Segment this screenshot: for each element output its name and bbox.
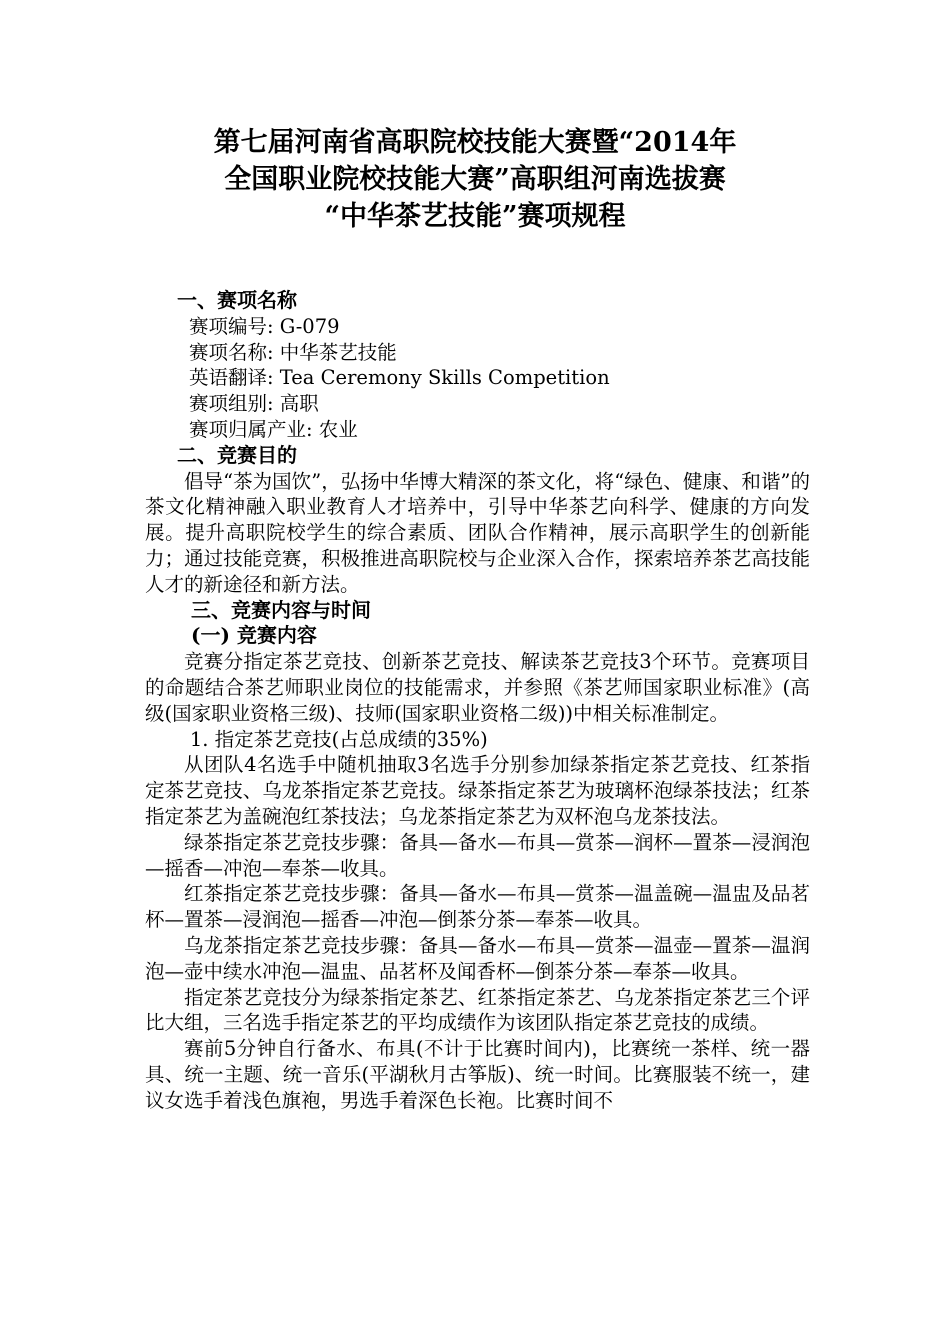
title-line-2: 全国职业院校技能大赛”高职组河南选拔赛 bbox=[224, 164, 726, 195]
document-title bbox=[145, 124, 805, 235]
info-item-code: 赛项编号: G-079 bbox=[189, 314, 340, 338]
paragraph-black-tea-steps: 红茶指定茶艺竞技步骤：备具—备水—布具—赏茶—温盖碗—温盅及品茗杯—置茶—浸润泡—摇香—冲泡—倒茶分茶—奉茶—收具。 bbox=[145, 882, 810, 932]
title-line-1: 第七届河南省高职院校技能大赛暨“2014年 bbox=[213, 127, 737, 158]
section-heading-competition-name: 一、赛项名称 bbox=[177, 288, 297, 312]
list-item-designated-tea-art: 1. 指定茶艺竞技(占总成绩的35%) bbox=[189, 727, 488, 751]
paragraph-designated-scoring: 指定茶艺竞技分为绿茶指定茶艺、红茶指定茶艺、乌龙茶指定茶艺三个评比大组，三名选手指定茶艺的平均成绩作为该团队指定茶艺竞技的成绩。 bbox=[145, 985, 810, 1035]
info-item-name: 赛项名称: 中华茶艺技能 bbox=[189, 340, 397, 364]
info-item-industry: 赛项归属产业: 农业 bbox=[189, 417, 358, 441]
paragraph-designated-selection: 从团队4名选手中随机抽取3名选手分别参加绿茶指定茶艺竞技、红茶指定茶艺竞技、乌龙茶指定茶艺竞技。绿茶指定茶艺为玻璃杯泡绿茶技法；红茶指定茶艺为盖碗泡红茶技法；乌龙茶指定茶艺为双杯泡乌龙茶技法。 bbox=[145, 753, 810, 828]
section-heading-content-time: 三、竞赛内容与时间 bbox=[191, 597, 371, 622]
info-item-english: 英语翻译: Tea Ceremony Skills Competition bbox=[189, 366, 610, 390]
title-line-3: “中华茶艺技能”赛项规程 bbox=[324, 201, 626, 232]
subsection-heading-content: (一) 竞赛内容 bbox=[191, 623, 317, 648]
paragraph-green-tea-steps: 绿茶指定茶艺竞技步骤：备具—备水—布具—赏茶—润杯—置茶—浸润泡—摇香—冲泡—奉茶—收具。 bbox=[145, 830, 810, 880]
info-item-group: 赛项组别: 高职 bbox=[189, 392, 319, 416]
paragraph-content-overview: 竞赛分指定茶艺竞技、创新茶艺竞技、解读茶艺竞技3个环节。竞赛项目的命题结合茶艺师职业岗位的技能需求，并参照《茶艺师国家职业标准》(高级(国家职业资格三级)、技师(国家职业资格二级))中相关标准制定。 bbox=[145, 650, 810, 725]
paragraph-oolong-tea-steps: 乌龙茶指定茶艺竞技步骤：备具—备水—布具—赏茶—温壶—置茶—温润泡—壶中续水冲泡—温盅、品茗杯及闻香杯—倒茶分茶—奉茶—收具。 bbox=[145, 933, 810, 983]
document-body bbox=[145, 288, 810, 1114]
section-heading-purpose: 二、竞赛目的 bbox=[177, 442, 297, 467]
paragraph-purpose: 倡导“茶为国饮”，弘扬中华博大精深的茶文化，将“绿色、健康、和谐”的茶文化精神融入职业教育人才培养中，引导中华茶艺向科学、健康的方向发展。提升高职院校学生的综合素质、团队合作精神，展示高职学生的创新能力；通过技能竞赛，积极推进高职院校与企业深入合作，探索培养茶艺高技能人才的新途径和新方法。 bbox=[145, 469, 810, 596]
paragraph-preparation-rules: 赛前5分钟自行备水、布具(不计于比赛时间内)，比赛统一茶样、统一器具、统一主题、统一音乐(平湖秋月古筝版)、统一时间。比赛服装不统一，建议女选手着浅色旗袍，男选手着深色长袍。比赛时间不 bbox=[145, 1037, 810, 1112]
